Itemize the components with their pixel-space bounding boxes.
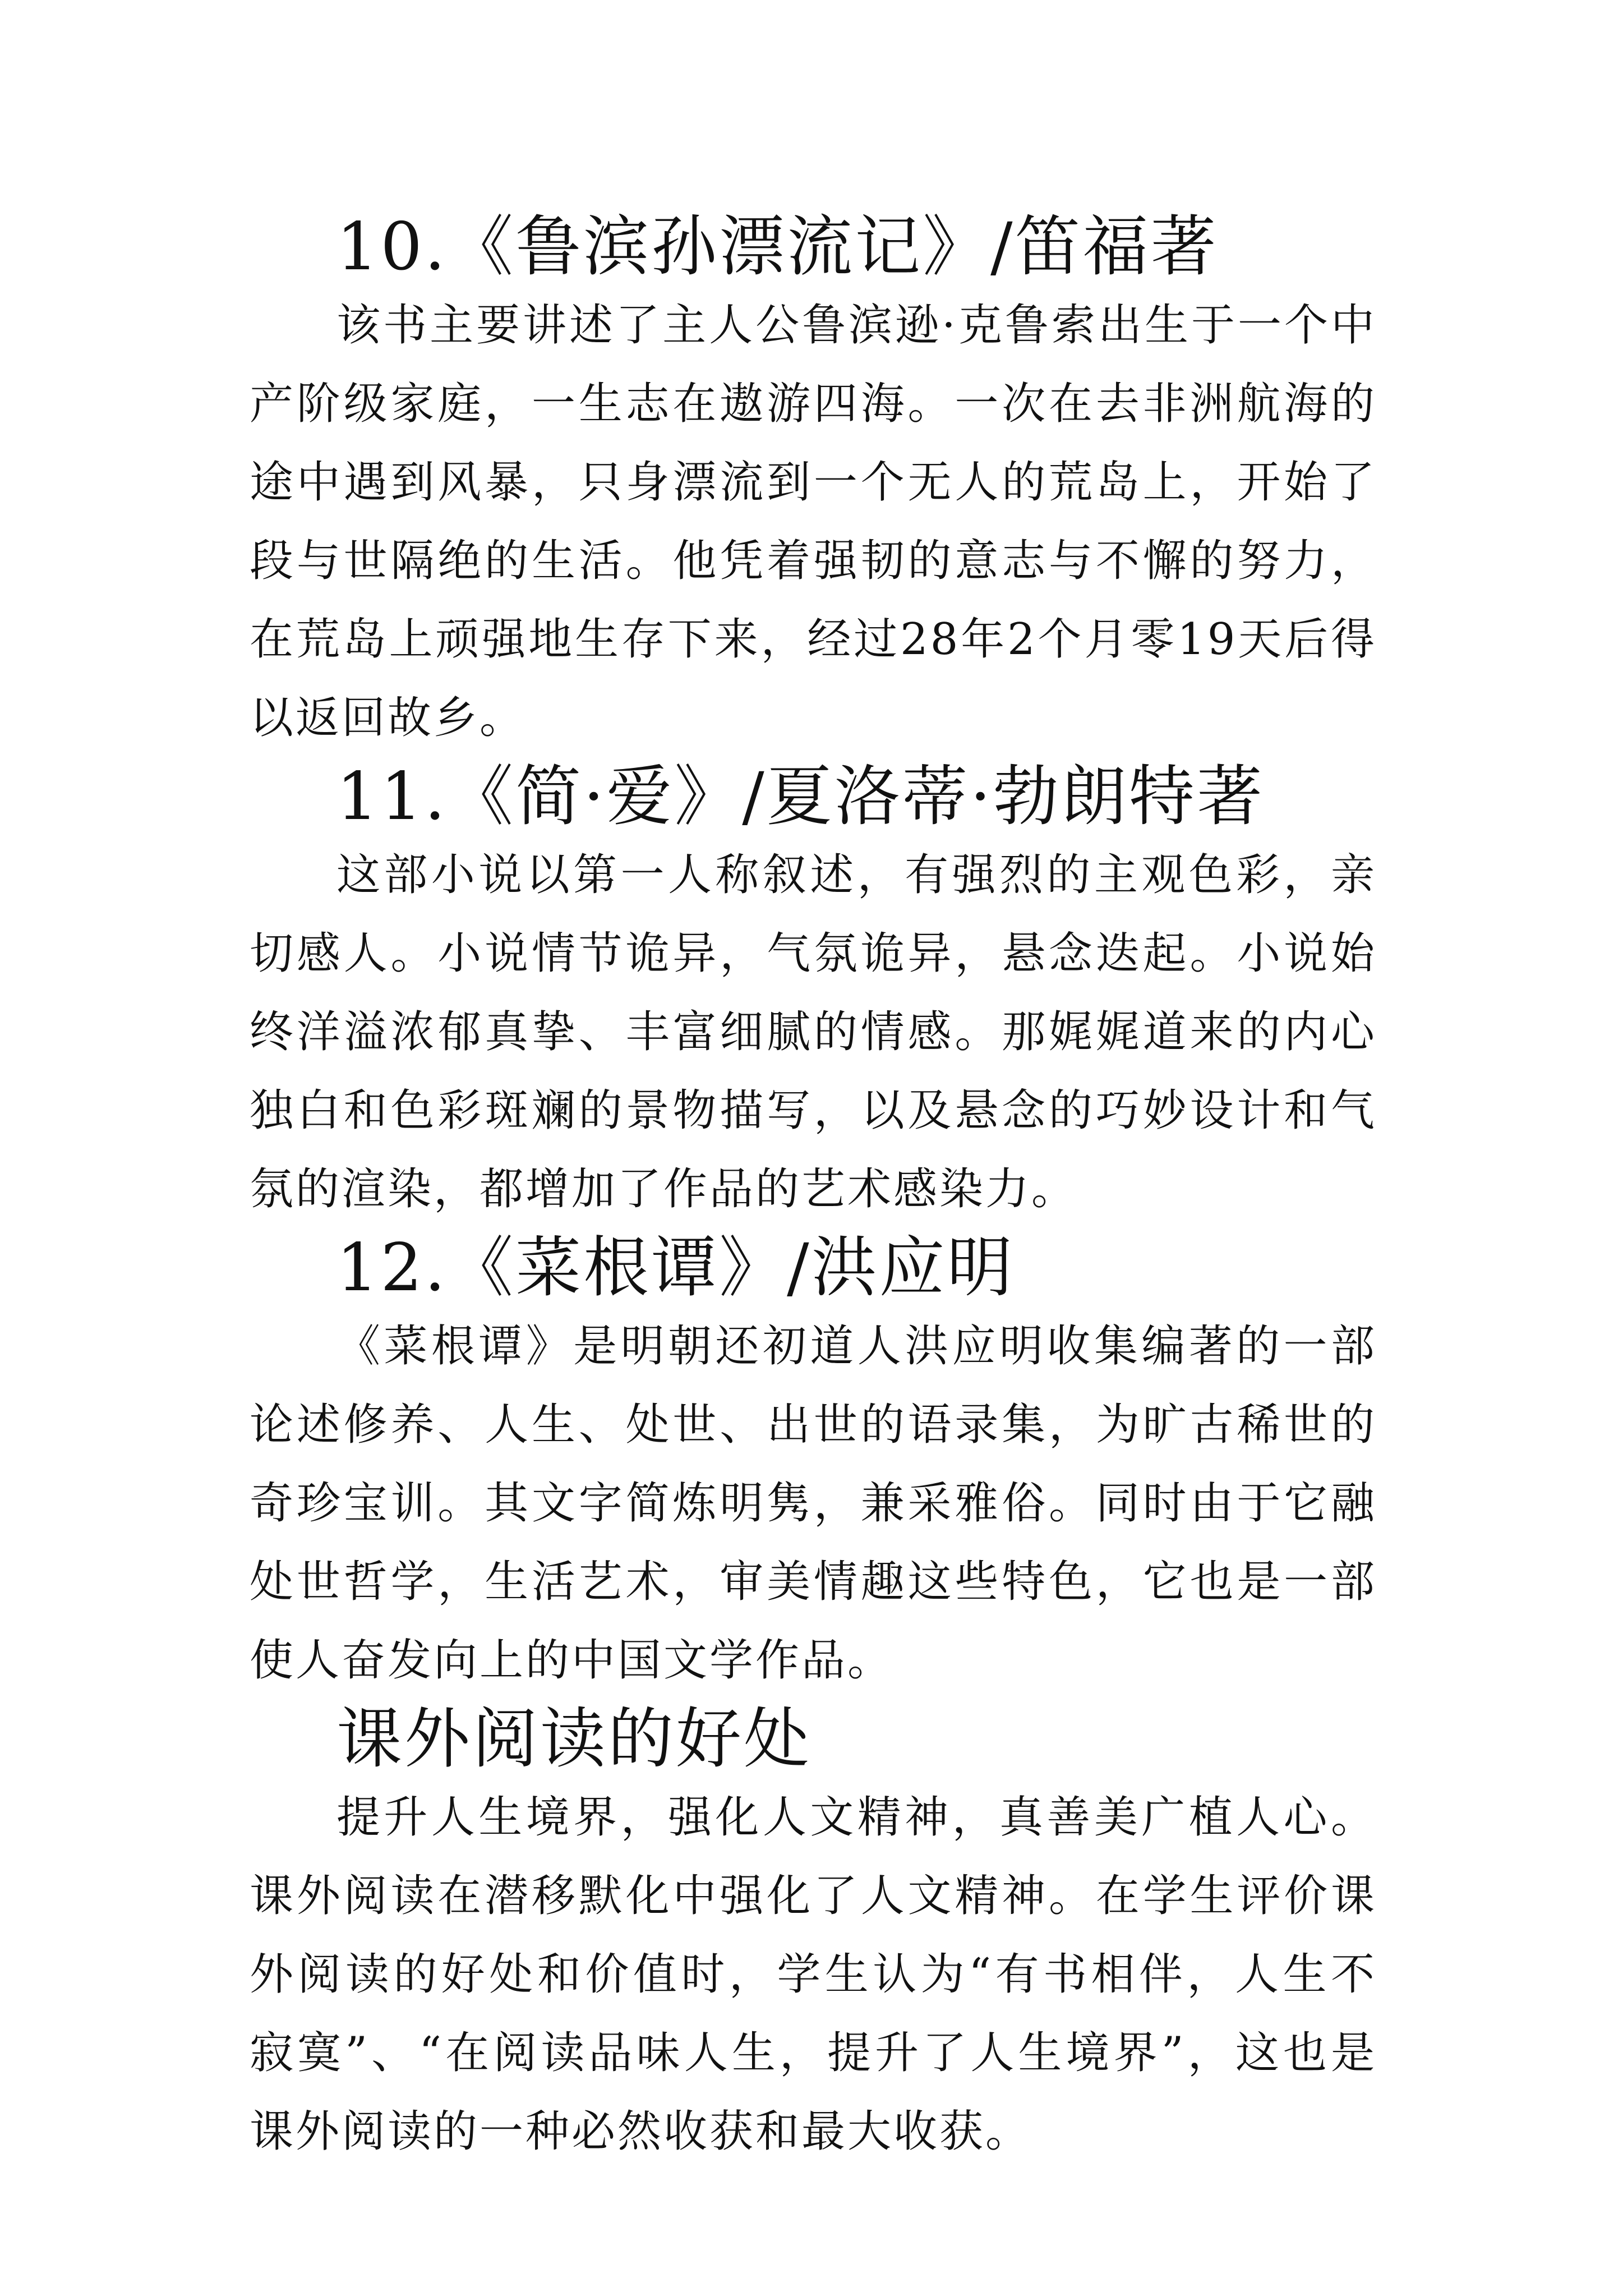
document-body: [250, 208, 1377, 2171]
section-heading-caigentan: 12.《菜根谭》/洪应明: [336, 1229, 1015, 1306]
section-heading-reading-benefits: 课外阅读的好处: [336, 1700, 812, 1777]
section-text-robinson-crusoe: 该书主要讲述了主人公鲁滨逊·克鲁索出生于一个中产阶级家庭，一生志在遨游四海。一次在去非洲航海的途中遇到风暴，只身漂流到一个无人的荒岛上，开始了段与世隔绝的生活。他凭着强韧的意志与不懈的努力，在荒岛上顽强地生存下来，经过28年2个月零19天后得以返回故乡。: [250, 300, 1377, 743]
section-text-jane-eyre: 这部小说以第一人称叙述，有强烈的主观色彩，亲切感人。小说情节诡异，气氛诡异，悬念迭起。小说始终洋溢浓郁真挚、丰富细腻的情感。那娓娓道来的内心独白和色彩斑斓的景物描写，以及悬念的巧妙设计和气氛的渲染，都增加了作品的艺术感染力。: [250, 850, 1377, 1214]
section-text-reading-benefits: 提升人生境界，强化人文精神，真善美广植人心。课外阅读在潜移默化中强化了人文精神。在学生评价课外阅读的好处和价值时，学生认为“有书相伴，人生不寂寞”、“在阅读品味人生，提升了人生境界”，这也是课外阅读的一种必然收获和最大收获。: [250, 1792, 1377, 2157]
section-heading-jane-eyre: 11.《简·爱》/夏洛蒂·勃朗特著: [336, 758, 1265, 835]
section-text-caigentan: 《菜根谭》是明朝还初道人洪应明收集编著的一部论述修养、人生、处世、出世的语录集，为旷古稀世的奇珍宝训。其文字简炼明隽，兼采雅俗。同时由于它融处世哲学，生活艺术，审美情趣这些特色，它也是一部使人奋发向上的中国文学作品。: [250, 1321, 1377, 1686]
section-heading-robinson-crusoe: 10.《鲁滨孙漂流记》/笛福著: [336, 208, 1219, 285]
